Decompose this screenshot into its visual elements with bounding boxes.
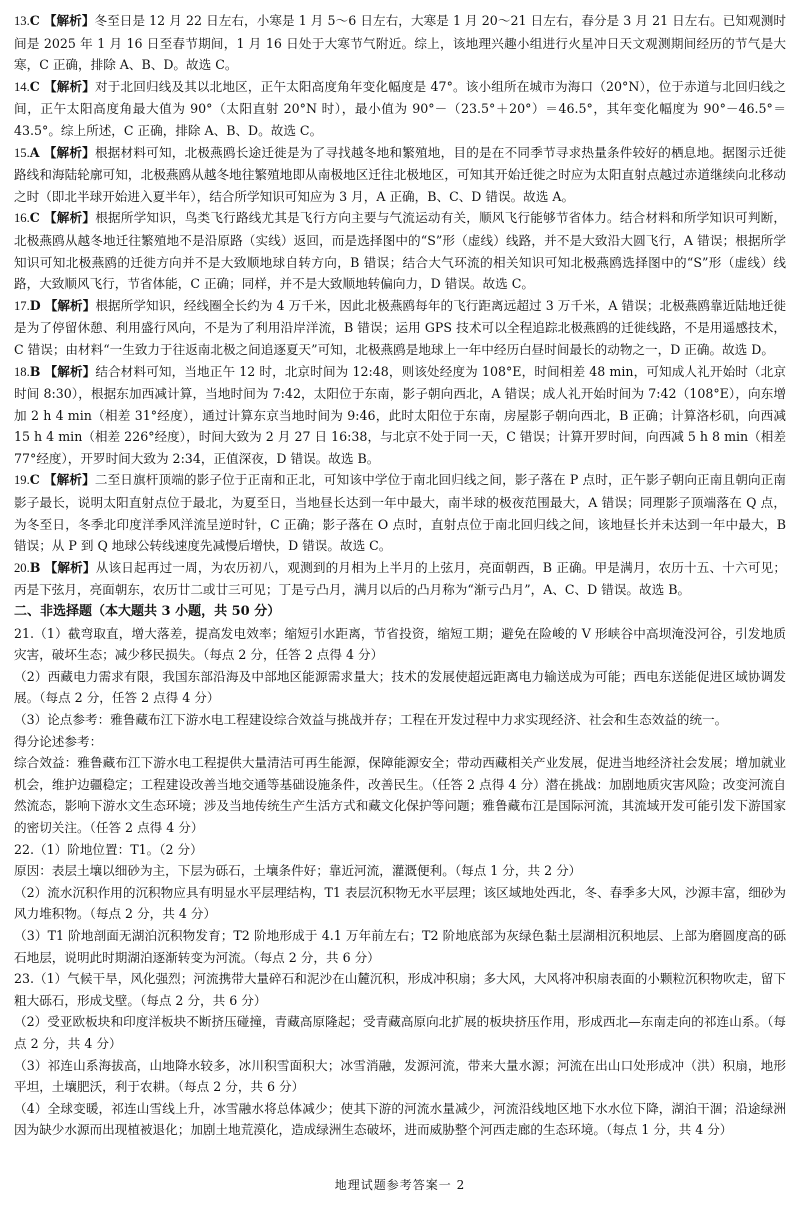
answer-21-part: 综合效益：雅鲁藏布江下游水电工程提供大量清洁可再生能源，保障能源安全；带动西藏相关产业发展，促进当地经济社会发展；增加就业机会，维护边疆稳定；工程建设改善当地交通等基础设施条件，改善民生。（任答 2 点得 4 分）潜在挑战：加剧地质灾害风险；改变河流自然流态，影响下游水文生态环境；涉及当地传统生产生活方式和藏文化保护等问题；雅鲁藏布江是国际河流，其流域开发可能引发下游国家的密切关注。（任答 2 点得 4 分）	[14, 755, 786, 835]
answer-22-part: 原因：表层土壤以细砂为主，下层为砾石，土壤条件好；靠近河流，灌溉便利。（每点 1 分，共 2 分）	[14, 863, 582, 879]
answer-22	[14, 839, 786, 969]
answer-14: 14.C 【解析】对于北回归线及其以北地区，正午太阳高度角年变化幅度是 47°。该小组所在城市为海口（20°N），位于赤道与北回归线之间，正午太阳高度角最大值为 90°（太阳直射 20°N 时），最小值为 90°－（23.5°＋20°）＝46.5°，其年变化幅度为 90°－46.5°＝43.5°。综上所述，C 正确，排除 A、B、D。故选 C。	[14, 78, 787, 138]
answer-21-part: （3）论点参考：雅鲁藏布江下游水电工程建设综合效益与挑战并存；工程在开发过程中力求实现经济、社会和生态效益的统一。	[14, 712, 728, 727]
answer-15: 15.A 【解析】根据材料可知，北极燕鸥长途迁徙是为了寻找越冬地和繁殖地，目的是在不同季节寻求热量条件较好的栖息地。据图示迁徙路线和海陆轮廓可知，北极燕鸥从越冬地往繁殖地即从南极地区迁往北极地区，可知其开始迁徙之时应为太阳直射点越过赤道继续向北移动之时（即北半球开始进入夏半年），结合所学知识可知应为 3 月，A 正确，B、C、D 错误。故选 A。	[14, 144, 787, 204]
section-title: 二、非选择题（本大题共 3 小题，共 50 分）	[14, 604, 281, 620]
answer-16: 16.C 【解析】根据所学知识，鸟类飞行路线尤其是飞行方向主要与气流运动有关，顺风飞行能够节省体力。结合材料和所学知识可判断，北极燕鸥从越冬地迁往繁殖地不是沿原路（实线）返回，而是选择图中的“S”形（虚线）线路，并不是大致沿大圆飞行，A 错误；根据所学知识可知北极燕鸥的迁徙方向并不是大致顺地球自转方向，B 错误；结合大气环流的相关知识可知北极燕鸥选择图中的“S”形（虚线）线路，大致顺风飞行，节省体能，C 正确；同样，并不是大致顺地转偏向力，D 错误。故选 C。	[14, 210, 787, 292]
answer-21-part: 得分论述参考：	[14, 733, 103, 749]
answer-23-part: （3）祁连山系海拔高，山地降水较多，冰川积雪面积大；冰雪消融，发源河流，带来大量水源；河流在出山口处形成冲（洪）积扇，地形平坦，土壤肥沃，利于农耕。（每点 2 分，共 6 分）	[14, 1057, 786, 1095]
answer-21-part: 21.（1）截弯取直，增大落差，提高发电效率；缩短引水距离，节省投资，缩短工期；避免在险峻的 V 形峡谷中高坝淹没河谷，引发地质灾害，破坏生态；减少移民损失。（每点 2 分，任答 2 点得 4 分）	[14, 625, 786, 663]
answer-20: 20.B 【解析】从该日起再过一周，为农历初八，观测到的月相为上半月的上弦月，亮面朝西，B 正确。甲是满月，农历十五、十六可见；丙是下弦月，亮面朝东，农历廿二或廿三可见；丁是亏凸月，满月以后的凸月称为“渐亏凸月”，A、C、D 错误。故选 B。	[14, 559, 786, 598]
answer-13: 13.C 【解析】冬至日是 12 月 22 日左右，小寒是 1 月 5～6 日左右，大寒是 1 月 20～21 日左右，春分是 3 月 21 日左右。已知观测时间是 2025 年 1 月 16 日至春节期间，1 月 16 日处于大寒节气附近。综上，该地理兴趣小组进行火星冲日天文观测期间经历的节气是大寒，C 正确，排除 A、B、D。故选 C。	[14, 13, 786, 73]
answer-23	[14, 968, 786, 1141]
answer-21	[14, 623, 786, 839]
answer-21-part: （2）西藏电力需求有限，我国东部沿海及中部地区能源需求量大；技术的发展使超远距离电力输送成为可能；西电东送能促进区域协调发展。（每点 2 分，任答 2 点得 4 分）	[14, 668, 786, 706]
answer-17: 17.D 【解析】根据所学知识，经线圈全长约为 4 万千米，因此北极燕鸥每年的飞行距离远超过 3 万千米，A 错误；北极燕鸥靠近陆地迁徙是为了停留休憩、利用盛行风向，不是为了利用沿岸洋流，B 错误；运用 GPS 技术可以全程追踪北极燕鸥的迁徙线路，不是用遥感技术，C 错误；由材料“一生致力于往返南北极之间追逐夏天”可知，北极燕鸥是地球上一年中经历白昼时间最长的动物之一，D 正确。故选 D。	[14, 297, 786, 357]
answer-22-part: 22.（1）阶地位置：T1。（2 分）	[14, 841, 203, 857]
answer-23-part: （4）全球变暖，祁连山雪线上升，冰雪融水将总体减少；使其下游的河流水量减少，河流沿线地区地下水水位下降，湖泊干涸；沿途绿洲因为缺少水源而出现植被退化；加剧土地荒漠化，造成绿洲生态破坏，进而威胁整个河西走廊的生态环境。（每点 1 分，共 4 分）	[14, 1100, 786, 1138]
answer-22-part: （3）T1 阶地剖面无湖泊沉积物发育；T2 阶地形成于 4.1 万年前左右；T2 阶地底部为灰绿色黏土层湖相沉积地层、上部为磨圆度高的砾石地层，说明此时期湖泊逐渐转变为河流。（每点 2 分，共 6 分）	[14, 927, 786, 965]
answer-page	[14, 10, 786, 1141]
answer-22-part: （2）流水沉积作用的沉积物应具有明显水平层理结构，T1 表层沉积物无水平层理；该区域地处西北，冬、春季多大风，沙源丰富，细砂为风力堆积物。（每点 2 分，共 4 分）	[14, 884, 786, 922]
answer-18: 18.B 【解析】结合材料可知，当地正午 12 时，北京时间为 12:48，则该处经度为 108°E，时间相差 48 min，可知成人礼开始时（北京时间 8:30），根据东加西减计算，当地时间为 7:42，太阳位于东南，影子朝向西北，A 错误；成人礼开始时间为 7:42（108°E），向东增加 2 h 4 min（相差 31°经度），通过计算东京当地时间为 9:46，此时太阳位于东南，房屋影子朝向西北，B 正确；计算洛杉矶，向西减 15 h 4 min（相差 226°经度），时间大致为 2 月 27 日 16:38，与北京不处于同一天，C 错误；计算开罗时间，向西减 5 h 8 min（相差 77°经度），开罗时间大致为 2:34，正值深夜，D 错误。故选 B。	[14, 363, 786, 466]
page-footer: 地理试题参考答案一 2	[334, 1178, 466, 1192]
answer-23-part: （2）受亚欧板块和印度洋板块不断挤压碰撞，青藏高原隆起；受青藏高原向北扩展的板块挤压作用，形成西北—东南走向的祁连山系。（每点 2 分，共 4 分）	[14, 1014, 786, 1051]
answer-19: 19.C 【解析】二至日旗杆顶端的影子位于正南和正北，可知该中学位于南北回归线之间，影子落在 P 点时，正午影子朝向正南且朝向正南影子最长，说明太阳直射点位于最北，为夏至日，当地昼长达到一年中最大，南半球的极夜范围最大，A 错误；同理影子顶端落在 Q 点，为冬至日，冬季北印度洋季风洋流呈逆时针，C 正确；影子落在 O 点时，直射点位于南北回归线之间，该地昼长并未达到一年中最大，B 错误；从 P 到 Q 地球公转线速度先减慢后增快，D 错误。故选 C。	[14, 472, 787, 554]
answer-23-part: 23.（1）气候干旱，风化强烈；河流携带大量碎石和泥沙在山麓沉积，形成冲积扇；多大风，大风将冲积扇表面的小颗粒沉积物吹走，留下粗大砾石，形成戈壁。（每点 2 分，共 6 分）	[14, 971, 786, 1008]
